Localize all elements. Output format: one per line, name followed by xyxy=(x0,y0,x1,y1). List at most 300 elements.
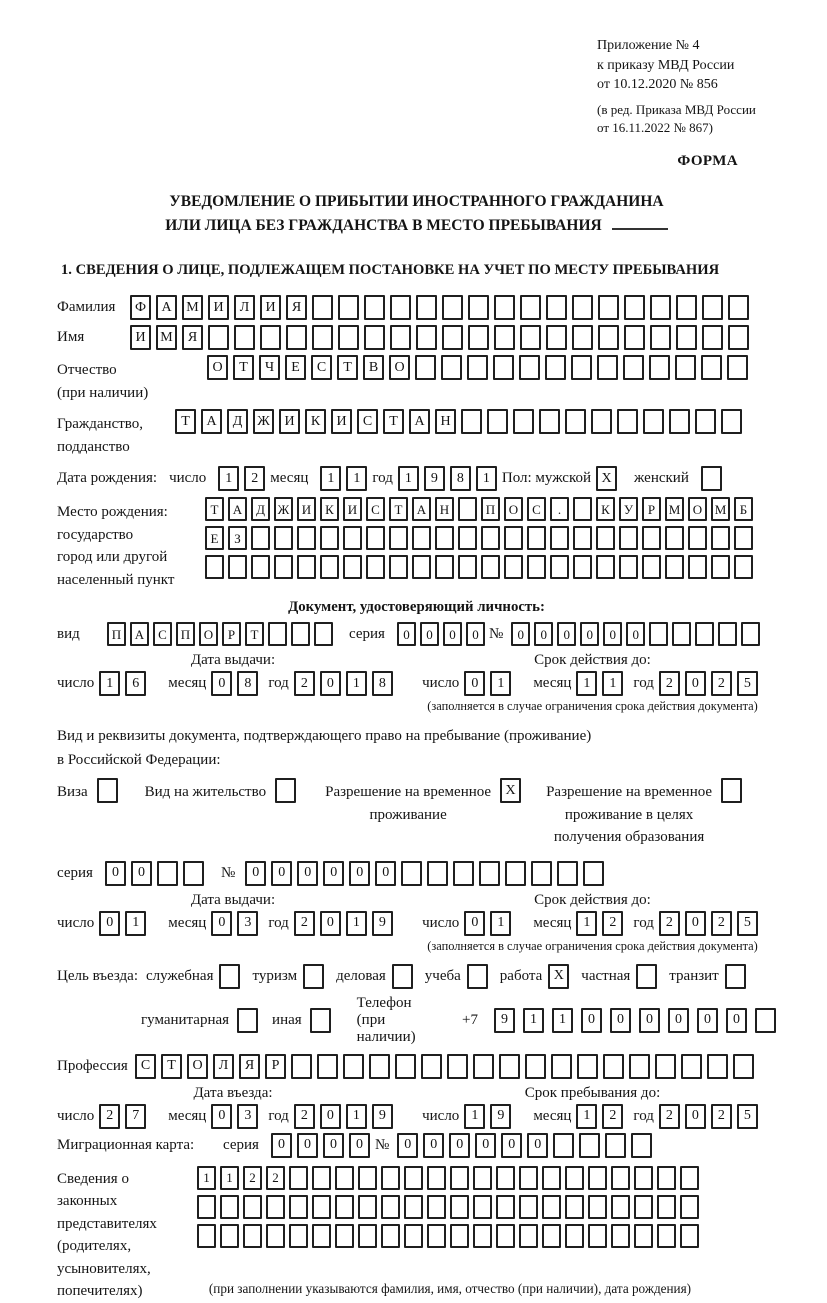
entry-month-cells[interactable] xyxy=(211,1104,263,1129)
char-cell[interactable]: Ж xyxy=(253,409,274,434)
char-cell[interactable]: 0 xyxy=(297,861,318,886)
char-cell[interactable]: 0 xyxy=(443,622,462,646)
char-cell[interactable] xyxy=(573,526,592,550)
issue-day-cells[interactable] xyxy=(99,911,151,936)
char-cell[interactable]: 0 xyxy=(527,1133,548,1158)
representatives-cells-row3[interactable] xyxy=(197,1224,703,1248)
char-cell[interactable] xyxy=(366,555,385,579)
surname-cells[interactable] xyxy=(130,295,754,320)
char-cell[interactable] xyxy=(496,1195,515,1219)
char-cell[interactable] xyxy=(335,1195,354,1219)
char-cell[interactable]: С xyxy=(135,1054,156,1079)
char-cell[interactable] xyxy=(734,555,753,579)
char-cell[interactable] xyxy=(404,1195,423,1219)
char-cell[interactable]: К xyxy=(596,497,615,521)
migration-series-cells[interactable] xyxy=(271,1133,375,1158)
char-cell[interactable]: А xyxy=(156,295,177,320)
char-cell[interactable] xyxy=(312,1195,331,1219)
purpose-work-checkbox[interactable] xyxy=(542,964,569,989)
char-cell[interactable] xyxy=(297,526,316,550)
char-cell[interactable]: 7 xyxy=(125,1104,146,1129)
expiry-year-cells[interactable] xyxy=(659,671,763,696)
purpose-tourism-checkbox[interactable] xyxy=(297,964,324,989)
char-cell[interactable] xyxy=(520,325,541,350)
char-cell[interactable]: О xyxy=(199,622,218,646)
char-cell[interactable] xyxy=(458,555,477,579)
char-cell[interactable] xyxy=(381,1224,400,1248)
char-cell[interactable]: О xyxy=(389,355,410,380)
char-cell[interactable] xyxy=(676,325,697,350)
char-cell[interactable]: Д xyxy=(227,409,248,434)
char-cell[interactable] xyxy=(505,861,526,886)
char-cell[interactable]: 1 xyxy=(602,671,623,696)
char-cell[interactable] xyxy=(598,325,619,350)
char-cell[interactable] xyxy=(343,1054,364,1079)
char-cell[interactable]: 3 xyxy=(237,911,258,936)
char-cell[interactable] xyxy=(458,497,477,521)
char-cell[interactable]: К xyxy=(320,497,339,521)
char-cell[interactable] xyxy=(527,526,546,550)
char-cell[interactable]: Я xyxy=(286,295,307,320)
char-cell[interactable]: 3 xyxy=(237,1104,258,1129)
char-cell[interactable] xyxy=(513,409,534,434)
char-cell[interactable]: 0 xyxy=(501,1133,522,1158)
char-cell[interactable] xyxy=(675,355,696,380)
char-cell[interactable] xyxy=(494,325,515,350)
char-cell[interactable]: 2 xyxy=(294,1104,315,1129)
char-cell[interactable]: 9 xyxy=(494,1008,515,1033)
char-cell[interactable] xyxy=(289,1166,308,1190)
char-cell[interactable] xyxy=(650,295,671,320)
char-cell[interactable] xyxy=(286,325,307,350)
char-cell[interactable] xyxy=(473,1166,492,1190)
char-cell[interactable] xyxy=(551,1054,572,1079)
char-cell[interactable] xyxy=(588,1195,607,1219)
char-cell[interactable]: И xyxy=(343,497,362,521)
char-cell[interactable] xyxy=(338,325,359,350)
char-cell[interactable] xyxy=(358,1195,377,1219)
char-cell[interactable]: Т xyxy=(389,497,408,521)
char-cell[interactable] xyxy=(395,1054,416,1079)
char-cell[interactable]: 1 xyxy=(576,911,597,936)
char-cell[interactable] xyxy=(519,1224,538,1248)
char-cell[interactable] xyxy=(542,1224,561,1248)
char-cell[interactable]: 0 xyxy=(464,911,485,936)
char-cell[interactable] xyxy=(473,1224,492,1248)
char-cell[interactable]: 2 xyxy=(99,1104,120,1129)
char-cell[interactable] xyxy=(611,1224,630,1248)
firstname-cells[interactable] xyxy=(130,325,754,350)
char-cell[interactable]: 8 xyxy=(450,466,471,491)
char-cell[interactable]: 5 xyxy=(737,911,758,936)
char-cell[interactable] xyxy=(358,1166,377,1190)
char-cell[interactable]: 0 xyxy=(211,671,232,696)
char-cell[interactable] xyxy=(702,325,723,350)
purpose-official-checkbox[interactable] xyxy=(213,964,240,989)
char-cell[interactable] xyxy=(415,355,436,380)
char-cell[interactable] xyxy=(274,555,293,579)
char-cell[interactable] xyxy=(381,1195,400,1219)
char-cell[interactable]: 2 xyxy=(244,466,265,491)
char-cell[interactable]: М xyxy=(182,295,203,320)
char-cell[interactable]: 1 xyxy=(490,911,511,936)
char-cell[interactable] xyxy=(603,1054,624,1079)
char-cell[interactable]: 0 xyxy=(245,861,266,886)
char-cell[interactable]: 1 xyxy=(576,1104,597,1129)
char-cell[interactable]: Т xyxy=(175,409,196,434)
residence-number-cells[interactable] xyxy=(245,861,609,886)
char-cell[interactable] xyxy=(721,409,742,434)
char-cell[interactable] xyxy=(611,1195,630,1219)
char-cell[interactable]: 2 xyxy=(602,1104,623,1129)
char-cell[interactable] xyxy=(598,295,619,320)
char-cell[interactable] xyxy=(695,622,714,646)
char-cell[interactable]: 2 xyxy=(266,1166,285,1190)
birthplace-cells-row3[interactable] xyxy=(205,555,757,579)
char-cell[interactable]: Ч xyxy=(259,355,280,380)
char-cell[interactable]: X xyxy=(596,466,617,491)
char-cell[interactable] xyxy=(389,555,408,579)
char-cell[interactable] xyxy=(702,295,723,320)
char-cell[interactable]: Т xyxy=(383,409,404,434)
doc-kind-cells[interactable] xyxy=(107,622,337,646)
purpose-transit-checkbox[interactable] xyxy=(719,964,746,989)
char-cell[interactable] xyxy=(657,1166,676,1190)
char-cell[interactable]: 0 xyxy=(99,911,120,936)
char-cell[interactable]: С xyxy=(357,409,378,434)
char-cell[interactable]: 2 xyxy=(711,1104,732,1129)
char-cell[interactable] xyxy=(291,1054,312,1079)
char-cell[interactable] xyxy=(619,555,638,579)
char-cell[interactable] xyxy=(461,409,482,434)
char-cell[interactable]: 0 xyxy=(626,622,645,646)
char-cell[interactable] xyxy=(557,861,578,886)
char-cell[interactable]: 0 xyxy=(323,861,344,886)
issue-year-cells[interactable] xyxy=(294,911,398,936)
char-cell[interactable] xyxy=(275,778,296,803)
char-cell[interactable]: 0 xyxy=(534,622,553,646)
char-cell[interactable]: 0 xyxy=(685,1104,706,1129)
char-cell[interactable] xyxy=(320,526,339,550)
char-cell[interactable] xyxy=(711,526,730,550)
char-cell[interactable]: X xyxy=(548,964,569,989)
char-cell[interactable]: 0 xyxy=(685,671,706,696)
char-cell[interactable] xyxy=(427,1166,446,1190)
char-cell[interactable]: 9 xyxy=(372,1104,393,1129)
char-cell[interactable]: О xyxy=(688,497,707,521)
expiry-day-cells[interactable] xyxy=(464,671,516,696)
expiry-day-cells[interactable] xyxy=(464,911,516,936)
char-cell[interactable] xyxy=(546,325,567,350)
char-cell[interactable] xyxy=(450,1166,469,1190)
purpose-private-checkbox[interactable] xyxy=(630,964,657,989)
char-cell[interactable] xyxy=(314,622,333,646)
char-cell[interactable] xyxy=(205,555,224,579)
char-cell[interactable] xyxy=(441,355,462,380)
char-cell[interactable] xyxy=(364,325,385,350)
char-cell[interactable] xyxy=(401,861,422,886)
char-cell[interactable] xyxy=(473,1054,494,1079)
expiry-month-cells[interactable] xyxy=(576,911,628,936)
char-cell[interactable] xyxy=(421,1054,442,1079)
char-cell[interactable]: 0 xyxy=(297,1133,318,1158)
char-cell[interactable] xyxy=(453,861,474,886)
char-cell[interactable] xyxy=(572,325,593,350)
stay-day-cells[interactable] xyxy=(464,1104,516,1129)
char-cell[interactable]: 0 xyxy=(349,861,370,886)
char-cell[interactable]: 1 xyxy=(99,671,120,696)
char-cell[interactable] xyxy=(542,1166,561,1190)
char-cell[interactable] xyxy=(494,295,515,320)
char-cell[interactable]: 1 xyxy=(552,1008,573,1033)
char-cell[interactable] xyxy=(274,526,293,550)
char-cell[interactable] xyxy=(634,1166,653,1190)
char-cell[interactable] xyxy=(228,555,247,579)
char-cell[interactable]: 1 xyxy=(464,1104,485,1129)
char-cell[interactable] xyxy=(539,409,560,434)
char-cell[interactable]: 1 xyxy=(346,911,367,936)
char-cell[interactable] xyxy=(755,1008,776,1033)
char-cell[interactable] xyxy=(243,1224,262,1248)
char-cell[interactable]: 1 xyxy=(346,1104,367,1129)
char-cell[interactable]: 1 xyxy=(125,911,146,936)
char-cell[interactable] xyxy=(289,1195,308,1219)
char-cell[interactable]: О xyxy=(207,355,228,380)
char-cell[interactable] xyxy=(672,622,691,646)
char-cell[interactable]: С xyxy=(311,355,332,380)
char-cell[interactable]: Л xyxy=(234,295,255,320)
char-cell[interactable] xyxy=(634,1195,653,1219)
char-cell[interactable]: 0 xyxy=(466,622,485,646)
char-cell[interactable]: И xyxy=(279,409,300,434)
char-cell[interactable]: 0 xyxy=(320,911,341,936)
char-cell[interactable] xyxy=(493,355,514,380)
char-cell[interactable]: 0 xyxy=(581,1008,602,1033)
char-cell[interactable] xyxy=(183,861,204,886)
char-cell[interactable] xyxy=(718,622,737,646)
char-cell[interactable]: Т xyxy=(337,355,358,380)
char-cell[interactable] xyxy=(97,778,118,803)
char-cell[interactable] xyxy=(220,1224,239,1248)
char-cell[interactable] xyxy=(655,1054,676,1079)
char-cell[interactable]: 0 xyxy=(320,671,341,696)
char-cell[interactable]: И xyxy=(297,497,316,521)
birthplace-cells-row2[interactable] xyxy=(205,526,757,550)
char-cell[interactable] xyxy=(588,1224,607,1248)
char-cell[interactable] xyxy=(657,1224,676,1248)
char-cell[interactable] xyxy=(473,1195,492,1219)
char-cell[interactable] xyxy=(597,355,618,380)
char-cell[interactable] xyxy=(725,964,746,989)
char-cell[interactable]: 0 xyxy=(464,671,485,696)
char-cell[interactable] xyxy=(520,295,541,320)
char-cell[interactable]: 8 xyxy=(372,671,393,696)
char-cell[interactable]: М xyxy=(665,497,684,521)
char-cell[interactable]: 0 xyxy=(697,1008,718,1033)
char-cell[interactable] xyxy=(636,964,657,989)
char-cell[interactable]: С xyxy=(153,622,172,646)
char-cell[interactable] xyxy=(251,526,270,550)
char-cell[interactable] xyxy=(251,555,270,579)
char-cell[interactable]: 0 xyxy=(420,622,439,646)
char-cell[interactable] xyxy=(467,964,488,989)
char-cell[interactable] xyxy=(447,1054,468,1079)
char-cell[interactable]: И xyxy=(130,325,151,350)
char-cell[interactable]: 1 xyxy=(523,1008,544,1033)
char-cell[interactable] xyxy=(435,526,454,550)
char-cell[interactable] xyxy=(546,295,567,320)
char-cell[interactable]: 0 xyxy=(271,861,292,886)
char-cell[interactable] xyxy=(565,1224,584,1248)
phone-cells[interactable] xyxy=(486,1008,776,1033)
char-cell[interactable]: К xyxy=(305,409,326,434)
char-cell[interactable]: П xyxy=(107,622,126,646)
char-cell[interactable]: 0 xyxy=(449,1133,470,1158)
char-cell[interactable]: 1 xyxy=(346,671,367,696)
char-cell[interactable]: А xyxy=(228,497,247,521)
char-cell[interactable] xyxy=(634,1224,653,1248)
char-cell[interactable] xyxy=(565,1195,584,1219)
char-cell[interactable] xyxy=(266,1224,285,1248)
char-cell[interactable]: 0 xyxy=(511,622,530,646)
entry-year-cells[interactable] xyxy=(294,1104,398,1129)
char-cell[interactable]: 0 xyxy=(603,622,622,646)
char-cell[interactable] xyxy=(519,1166,538,1190)
char-cell[interactable]: В xyxy=(363,355,384,380)
purpose-business-checkbox[interactable] xyxy=(386,964,413,989)
char-cell[interactable] xyxy=(642,526,661,550)
char-cell[interactable]: 0 xyxy=(610,1008,631,1033)
char-cell[interactable]: М xyxy=(156,325,177,350)
char-cell[interactable]: 0 xyxy=(668,1008,689,1033)
stay-month-cells[interactable] xyxy=(576,1104,628,1129)
char-cell[interactable]: Я xyxy=(182,325,203,350)
char-cell[interactable] xyxy=(596,555,615,579)
char-cell[interactable]: 5 xyxy=(737,671,758,696)
char-cell[interactable] xyxy=(392,964,413,989)
char-cell[interactable] xyxy=(504,555,523,579)
char-cell[interactable] xyxy=(553,1133,574,1158)
char-cell[interactable]: П xyxy=(176,622,195,646)
char-cell[interactable] xyxy=(588,1166,607,1190)
char-cell[interactable] xyxy=(701,466,722,491)
char-cell[interactable]: 0 xyxy=(726,1008,747,1033)
char-cell[interactable] xyxy=(733,1054,754,1079)
char-cell[interactable] xyxy=(629,1054,650,1079)
issue-year-cells[interactable] xyxy=(294,671,398,696)
char-cell[interactable] xyxy=(312,325,333,350)
char-cell[interactable] xyxy=(468,295,489,320)
char-cell[interactable] xyxy=(234,325,255,350)
char-cell[interactable]: Ф xyxy=(130,295,151,320)
migration-number-cells[interactable] xyxy=(397,1133,657,1158)
char-cell[interactable] xyxy=(481,526,500,550)
char-cell[interactable] xyxy=(565,1166,584,1190)
char-cell[interactable] xyxy=(343,555,362,579)
char-cell[interactable] xyxy=(650,325,671,350)
char-cell[interactable] xyxy=(550,555,569,579)
char-cell[interactable]: X xyxy=(500,778,521,803)
char-cell[interactable]: 2 xyxy=(711,671,732,696)
char-cell[interactable] xyxy=(427,1195,446,1219)
option-temp-residence-checkbox[interactable] xyxy=(491,778,526,803)
char-cell[interactable]: 0 xyxy=(105,861,126,886)
char-cell[interactable]: Е xyxy=(205,526,224,550)
char-cell[interactable] xyxy=(680,1195,699,1219)
char-cell[interactable] xyxy=(468,325,489,350)
char-cell[interactable]: Р xyxy=(642,497,661,521)
char-cell[interactable] xyxy=(573,497,592,521)
birthplace-cells-row1[interactable] xyxy=(205,497,757,521)
char-cell[interactable]: Р xyxy=(265,1054,286,1079)
char-cell[interactable]: У xyxy=(619,497,638,521)
residence-series-cells[interactable] xyxy=(105,861,209,886)
doc-number-cells[interactable] xyxy=(511,622,764,646)
char-cell[interactable] xyxy=(657,1195,676,1219)
char-cell[interactable] xyxy=(707,1054,728,1079)
char-cell[interactable] xyxy=(237,1008,258,1033)
option-residence-permit-checkbox[interactable] xyxy=(266,778,301,803)
char-cell[interactable] xyxy=(404,1166,423,1190)
char-cell[interactable]: 2 xyxy=(711,911,732,936)
char-cell[interactable] xyxy=(499,1054,520,1079)
char-cell[interactable]: Н xyxy=(435,497,454,521)
char-cell[interactable] xyxy=(617,409,638,434)
char-cell[interactable] xyxy=(605,1133,626,1158)
char-cell[interactable] xyxy=(577,1054,598,1079)
char-cell[interactable]: 2 xyxy=(659,671,680,696)
char-cell[interactable] xyxy=(197,1195,216,1219)
entry-day-cells[interactable] xyxy=(99,1104,151,1129)
char-cell[interactable]: 0 xyxy=(211,911,232,936)
issue-month-cells[interactable] xyxy=(211,671,263,696)
char-cell[interactable]: З xyxy=(228,526,247,550)
char-cell[interactable]: Т xyxy=(161,1054,182,1079)
char-cell[interactable] xyxy=(525,1054,546,1079)
char-cell[interactable] xyxy=(467,355,488,380)
char-cell[interactable] xyxy=(458,526,477,550)
char-cell[interactable] xyxy=(487,409,508,434)
char-cell[interactable] xyxy=(527,555,546,579)
char-cell[interactable]: А xyxy=(201,409,222,434)
citizenship-cells[interactable] xyxy=(175,409,747,434)
issue-day-cells[interactable] xyxy=(99,671,151,696)
char-cell[interactable] xyxy=(312,1166,331,1190)
char-cell[interactable] xyxy=(358,1224,377,1248)
char-cell[interactable]: 6 xyxy=(125,671,146,696)
purpose-study-checkbox[interactable] xyxy=(461,964,488,989)
char-cell[interactable] xyxy=(680,1166,699,1190)
char-cell[interactable] xyxy=(320,555,339,579)
char-cell[interactable] xyxy=(416,295,437,320)
char-cell[interactable]: И xyxy=(208,295,229,320)
char-cell[interactable] xyxy=(442,325,463,350)
char-cell[interactable]: П xyxy=(481,497,500,521)
char-cell[interactable]: 1 xyxy=(197,1166,216,1190)
char-cell[interactable] xyxy=(676,295,697,320)
char-cell[interactable] xyxy=(611,1166,630,1190)
char-cell[interactable] xyxy=(665,555,684,579)
char-cell[interactable] xyxy=(220,1195,239,1219)
char-cell[interactable]: 1 xyxy=(398,466,419,491)
char-cell[interactable] xyxy=(571,355,592,380)
char-cell[interactable] xyxy=(335,1224,354,1248)
char-cell[interactable] xyxy=(496,1224,515,1248)
char-cell[interactable] xyxy=(643,409,664,434)
char-cell[interactable]: Б xyxy=(734,497,753,521)
birth-day-cells[interactable] xyxy=(218,466,270,491)
char-cell[interactable] xyxy=(688,526,707,550)
